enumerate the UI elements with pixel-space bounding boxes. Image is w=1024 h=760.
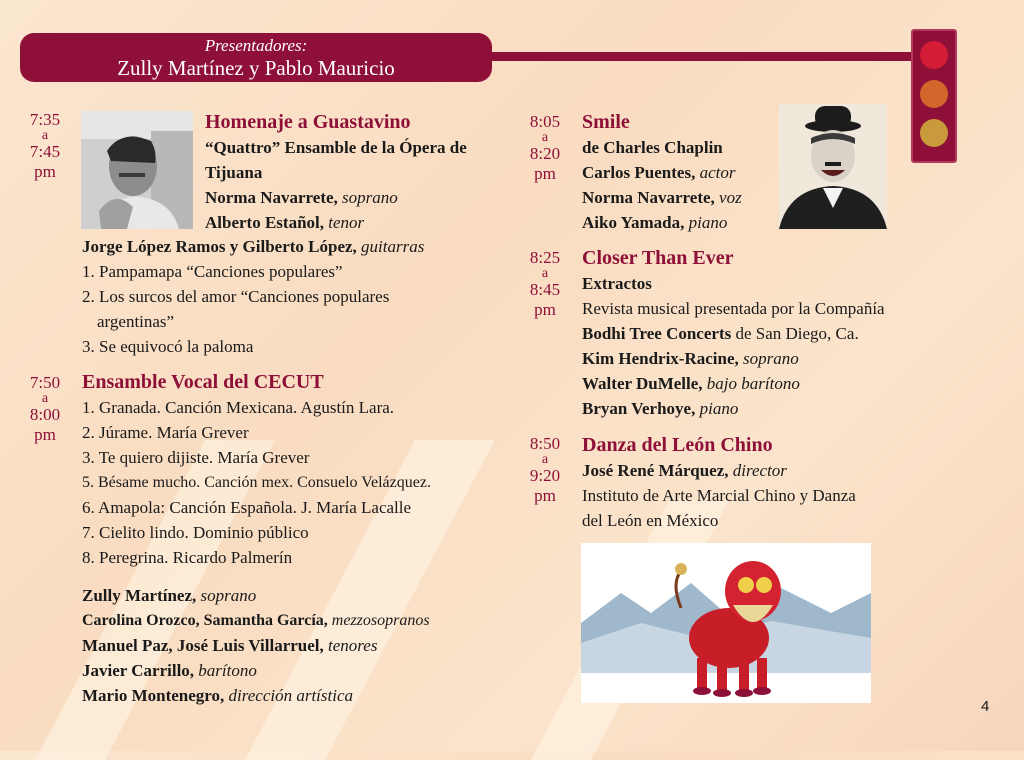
- program-item: 1. Granada. Canción Mexicana. Agustín Lara.: [82, 398, 395, 417]
- event-description: Revista musical presentada por la Compañía: [582, 299, 885, 318]
- guastavino-photo: [81, 111, 193, 229]
- traffic-light: [911, 29, 957, 163]
- lion-dance-illustration: [581, 543, 871, 703]
- performer-name: Alberto Estañol,: [205, 213, 324, 232]
- performer-name: Norma Navarrete,: [205, 188, 338, 207]
- performer-name: Bryan Verhoye,: [582, 399, 696, 418]
- event-block: [582, 109, 782, 235]
- performer-role: barítono: [198, 661, 257, 680]
- event-block: [205, 109, 490, 235]
- event-title: Smile: [582, 111, 630, 133]
- presenters-banner: [20, 33, 492, 82]
- program-item: 2. Júrame. María Grever: [82, 423, 249, 442]
- program-item: 6. Amapola: Canción Española. J. María Lacalle: [82, 498, 412, 517]
- event-title: Danza del León Chino: [582, 434, 773, 456]
- event-time: 8:05 a 8:20 pm: [529, 112, 561, 183]
- event-description: del León en México: [582, 511, 719, 530]
- performer-name: Mario Montenegro,: [82, 686, 225, 705]
- performer-role: tenores: [328, 636, 378, 655]
- cast-list: [82, 583, 502, 708]
- performer-role: tenor: [328, 213, 365, 232]
- ensemble-name: “Quattro” Ensamble de la Ópera de Tijuana: [205, 138, 467, 182]
- event-title: Closer Than Ever: [582, 247, 734, 269]
- page-number: 4: [981, 698, 990, 715]
- performer-role: piano: [688, 213, 728, 232]
- presenters-names: Zully Martínez y Pablo Mauricio: [117, 56, 395, 80]
- yellow-light: [920, 119, 948, 147]
- performer-role: bajo barítono: [706, 374, 800, 393]
- presenters-label: Presentadores:: [204, 36, 308, 55]
- performer-name: Javier Carrillo,: [82, 661, 195, 680]
- program-item: 5. Bésame mucho. Canción mex. Consuelo Velázquez.: [82, 474, 431, 491]
- performer-name: Norma Navarrete,: [582, 188, 715, 207]
- event-time: 7:35 a 7:45 pm: [29, 110, 61, 181]
- event-block: [582, 245, 982, 421]
- event-subtitle: de Charles Chaplin: [582, 138, 723, 157]
- performer-role: voz: [719, 188, 742, 207]
- program-item: 8. Peregrina. Ricardo Palmerín: [82, 548, 293, 567]
- header-rule: [480, 52, 920, 61]
- performer-name: Walter DuMelle,: [582, 374, 703, 393]
- event-block: [82, 234, 502, 359]
- performer-name: Carolina Orozco, Samantha García,: [82, 612, 328, 629]
- program-item: 3. Se equivocó la paloma: [82, 337, 254, 356]
- performer-name: Carlos Puentes,: [582, 163, 696, 182]
- performer-role: soprano: [743, 349, 799, 368]
- performer-role: mezzosopranos: [331, 612, 430, 629]
- performer-name: Kim Hendrix-Racine,: [582, 349, 739, 368]
- performer-name: Zully Martínez,: [82, 586, 197, 605]
- performer-name: Aiko Yamada,: [582, 213, 685, 232]
- event-time: 7:50 a 8:00 pm: [29, 373, 61, 444]
- program-item: 1. Pampamapa “Canciones populares”: [82, 262, 343, 281]
- program-item: 3. Te quiero dijiste. María Grever: [82, 448, 310, 467]
- program-item: 7. Cielito lindo. Dominio público: [82, 523, 309, 542]
- event-subtitle: Extractos: [582, 274, 652, 293]
- performer-role: director: [732, 461, 787, 480]
- program-item: 2. Los surcos del amor “Canciones populares: [82, 287, 390, 306]
- performer-role: guitarras: [361, 237, 425, 256]
- performer-name: Manuel Paz, José Luis Villarruel,: [82, 636, 324, 655]
- performer-name: José René Márquez,: [582, 461, 729, 480]
- program-item: argentinas”: [97, 312, 175, 331]
- performer-role: soprano: [200, 586, 257, 605]
- event-time: 8:25 a 8:45 pm: [529, 248, 561, 319]
- orange-light: [920, 80, 948, 108]
- chaplin-photo: [779, 104, 887, 229]
- event-description: Instituto de Arte Marcial Chino y Danza: [582, 486, 856, 505]
- event-block: [582, 432, 982, 533]
- company-location: de San Diego, Ca.: [731, 324, 859, 343]
- event-time: 8:50 a 9:20 pm: [529, 434, 561, 505]
- performer-name: Jorge López Ramos y Gilberto López,: [82, 237, 357, 256]
- performer-role: actor: [699, 163, 736, 182]
- event-title: Ensamble Vocal del CECUT: [82, 371, 324, 393]
- red-light: [920, 41, 948, 69]
- event-block: [82, 369, 502, 570]
- performer-role: piano: [699, 399, 739, 418]
- company-name: Bodhi Tree Concerts: [582, 324, 732, 343]
- performer-role: soprano: [342, 188, 398, 207]
- event-title: Homenaje a Guastavino: [205, 111, 411, 133]
- performer-role: dirección artística: [228, 686, 354, 705]
